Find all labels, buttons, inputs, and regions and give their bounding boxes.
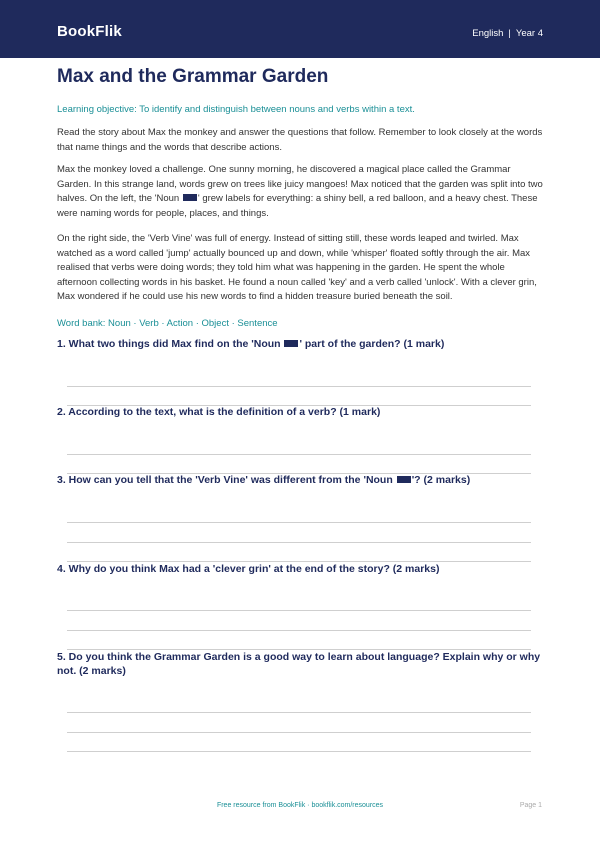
question-3 bbox=[57, 473, 543, 487]
worksheet-content bbox=[57, 64, 543, 329]
question-1-text bbox=[57, 337, 543, 351]
learning-objective: Learning objective: To identify and distinguish between nouns and verbs within a text. bbox=[57, 104, 415, 115]
story-paragraph-1 bbox=[57, 163, 543, 221]
page-title: Max and the Grammar Garden bbox=[57, 66, 329, 87]
question-1 bbox=[57, 337, 543, 351]
answer-line[interactable] bbox=[67, 386, 531, 387]
question-3-text-start: 3. How can you tell that the 'Verb Vine' was different from the 'Noun bbox=[57, 474, 393, 486]
question-5-text: 5. Do you think the Grammar Garden is a good way to learn about language? Explain why or why not. (2 marks) bbox=[57, 651, 541, 677]
question-1-text-start: 1. What two things did Max find on the 'Noun bbox=[57, 338, 281, 350]
redaction-block bbox=[397, 476, 411, 483]
intro-paragraph: Read the story about Max the monkey and answer the questions that follow. Remember to look closely at the words that name things and the words that describe actions. bbox=[57, 127, 543, 153]
subject-year bbox=[472, 28, 543, 39]
brand-logo: BookFlik bbox=[57, 23, 122, 40]
year-label: Year 4 bbox=[515, 28, 543, 39]
question-2 bbox=[57, 405, 543, 419]
meta-separator: | bbox=[508, 28, 511, 39]
page-number: Page 1 bbox=[519, 802, 542, 809]
story-paragraph-2: On the right side, the 'Verb Vine' was full of energy. Instead of sitting still, these words leaped and twirled. Max watched as a word called 'jump' actually bounced up and down, while 'whisper' floated softly through the air. Max realised that verbs were doing words; they told him what was happening in the garden. He spent the whole afternoon collecting words in his basket. He found a noun called 'key' and a verb called 'unlock'. With a clever grin, Max wondered if he could use his new words to find a hidden treasure buried beneath the soil. bbox=[57, 233, 537, 302]
question-3-text bbox=[57, 473, 543, 487]
word-bank: Word bank: Noun · Verb · Action · Object · Sentence bbox=[57, 317, 278, 329]
question-5 bbox=[57, 650, 543, 678]
answer-line[interactable] bbox=[67, 630, 531, 631]
answer-line[interactable] bbox=[67, 454, 531, 455]
question-3-text-end: '? (2 marks) bbox=[411, 474, 471, 486]
answer-line[interactable] bbox=[67, 522, 531, 523]
story-p1-start: Max the monkey loved a challenge. One sunny morning, he discovered a magical place called the Grammar Garden. In this strange land, words grew on trees like juicy mangoes! Max noticed that the garden was split into two halves. On the left, the 'Noun bbox=[57, 164, 543, 204]
question-4-text: 4. Why do you think Max had a 'clever grin' at the end of the story? (2 marks) bbox=[57, 563, 440, 575]
question-1-text-end: ' part of the garden? (1 mark) bbox=[299, 338, 445, 350]
question-4 bbox=[57, 562, 543, 576]
redaction-block bbox=[284, 340, 298, 347]
answer-line[interactable] bbox=[67, 751, 531, 752]
subject-label: English bbox=[472, 28, 504, 39]
header-bar bbox=[0, 0, 600, 58]
redaction-block bbox=[183, 194, 197, 201]
page-footer bbox=[0, 802, 600, 814]
answer-line[interactable] bbox=[67, 610, 531, 611]
footer-resource-link[interactable]: Free resource from BookFlik · bookflik.com/resources bbox=[216, 802, 384, 809]
story-p1-end: ' grew labels for everything: a shiny bell, a red balloon, and a heavy chest. These were naming words for people, places, and things. bbox=[57, 193, 538, 219]
answer-line[interactable] bbox=[67, 732, 531, 733]
question-2-text: 2. According to the text, what is the definition of a verb? (1 mark) bbox=[57, 406, 381, 418]
answer-line[interactable] bbox=[67, 542, 531, 543]
answer-line[interactable] bbox=[67, 712, 531, 713]
